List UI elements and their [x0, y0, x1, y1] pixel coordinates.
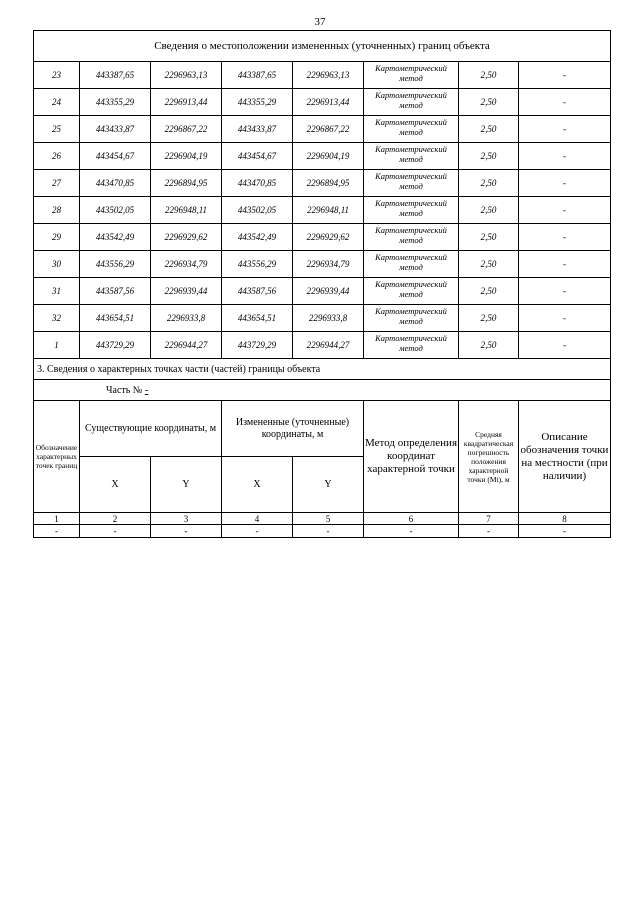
existing-x-cell: 443454,67	[80, 143, 151, 170]
table-row	[34, 305, 611, 332]
existing-y-cell: 2296948,11	[151, 197, 222, 224]
method-text: Картометрический метод	[375, 90, 447, 110]
column-number: 1	[34, 513, 80, 525]
description-cell: -	[519, 224, 611, 251]
method-cell	[364, 224, 459, 251]
description-cell: -	[519, 197, 611, 224]
point-number-cell: 30	[34, 251, 80, 278]
changed-y-cell: 2296963,13	[293, 62, 364, 89]
method-text: Картометрический метод	[375, 144, 447, 164]
changed-x-cell: 443502,05	[222, 197, 293, 224]
point-number-cell: 25	[34, 116, 80, 143]
header-accuracy	[459, 401, 519, 513]
point-number-cell: 27	[34, 170, 80, 197]
existing-x-cell: 443587,56	[80, 278, 151, 305]
column-number: 2	[80, 513, 151, 525]
method-cell	[364, 278, 459, 305]
column-number: 5	[293, 513, 364, 525]
method-cell	[364, 251, 459, 278]
empty-cell: -	[222, 525, 293, 538]
accuracy-cell: 2,50	[459, 116, 519, 143]
table-row	[34, 197, 611, 224]
header-x-existing: X	[80, 457, 151, 513]
column-number: 3	[151, 513, 222, 525]
method-text: Картометрический метод	[375, 333, 447, 353]
header-existing-text: Существующие координаты, м	[84, 422, 217, 434]
existing-y-cell: 2296933,8	[151, 305, 222, 332]
accuracy-cell: 2,50	[459, 170, 519, 197]
empty-data-row	[34, 525, 611, 538]
table-row	[34, 251, 611, 278]
part-cell	[34, 380, 611, 401]
empty-cell: -	[80, 525, 151, 538]
part-label: Часть №	[106, 384, 143, 396]
description-cell: -	[519, 278, 611, 305]
existing-x-cell: 443355,29	[80, 89, 151, 116]
point-number-cell: 23	[34, 62, 80, 89]
description-cell: -	[519, 332, 611, 359]
existing-x-cell: 443654,51	[80, 305, 151, 332]
header-description	[519, 401, 611, 513]
changed-y-cell: 2296904,19	[293, 143, 364, 170]
changed-x-cell: 443470,85	[222, 170, 293, 197]
changed-y-cell: 2296944,27	[293, 332, 364, 359]
section-title-row	[34, 359, 611, 380]
empty-cell: -	[151, 525, 222, 538]
column-number: 6	[364, 513, 459, 525]
table-row	[34, 170, 611, 197]
description-cell: -	[519, 143, 611, 170]
existing-x-cell: 443433,87	[80, 116, 151, 143]
header-method-text: Метод определения координат характерной точки	[364, 437, 458, 475]
point-number-cell: 32	[34, 305, 80, 332]
accuracy-cell: 2,50	[459, 143, 519, 170]
description-cell: -	[519, 62, 611, 89]
description-cell: -	[519, 89, 611, 116]
header-accuracy-text: Средняя квадратическая погрешность положения характерной точки (Mt), м	[463, 429, 514, 484]
accuracy-cell: 2,50	[459, 251, 519, 278]
changed-y-cell: 2296867,22	[293, 116, 364, 143]
method-cell	[364, 197, 459, 224]
point-number-cell: 29	[34, 224, 80, 251]
existing-y-cell: 2296939,44	[151, 278, 222, 305]
point-number-cell: 1	[34, 332, 80, 359]
boundary-table	[33, 30, 611, 538]
changed-x-cell: 443654,51	[222, 305, 293, 332]
changed-x-cell: 443587,56	[222, 278, 293, 305]
changed-y-cell: 2296894,95	[293, 170, 364, 197]
empty-cell: -	[293, 525, 364, 538]
changed-x-cell: 443387,65	[222, 62, 293, 89]
accuracy-cell: 2,50	[459, 62, 519, 89]
method-cell	[364, 89, 459, 116]
column-number: 8	[519, 513, 611, 525]
method-text: Картометрический метод	[375, 198, 447, 218]
accuracy-cell: 2,50	[459, 332, 519, 359]
header-method	[364, 401, 459, 513]
changed-x-cell: 443433,87	[222, 116, 293, 143]
table-title-row	[34, 31, 611, 62]
description-cell: -	[519, 116, 611, 143]
point-number-cell: 26	[34, 143, 80, 170]
empty-cell: -	[459, 525, 519, 538]
existing-y-cell: 2296929,62	[151, 224, 222, 251]
existing-x-cell: 443470,85	[80, 170, 151, 197]
changed-x-cell: 443729,29	[222, 332, 293, 359]
header-y-changed: Y	[293, 457, 364, 513]
table-row	[34, 278, 611, 305]
existing-x-cell: 443542,49	[80, 224, 151, 251]
header-x-changed: X	[222, 457, 293, 513]
header-y-existing: Y	[151, 457, 222, 513]
method-text: Картометрический метод	[375, 279, 447, 299]
description-cell: -	[519, 305, 611, 332]
column-number: 7	[459, 513, 519, 525]
header-row	[34, 401, 611, 457]
part-value: -	[144, 384, 149, 396]
section-title: 3. Сведения о характерных точках части (частей) границы объекта	[34, 359, 611, 380]
accuracy-cell: 2,50	[459, 278, 519, 305]
method-cell	[364, 170, 459, 197]
part-row	[34, 380, 611, 401]
existing-x-cell: 443729,29	[80, 332, 151, 359]
empty-cell: -	[364, 525, 459, 538]
accuracy-cell: 2,50	[459, 305, 519, 332]
method-text: Картометрический метод	[375, 171, 447, 191]
changed-y-cell: 2296939,44	[293, 278, 364, 305]
existing-x-cell: 443502,05	[80, 197, 151, 224]
table-row	[34, 332, 611, 359]
table-title: Сведения о местоположении измененных (уточненных) границ объекта	[34, 31, 611, 62]
changed-x-cell: 443542,49	[222, 224, 293, 251]
changed-y-cell: 2296929,62	[293, 224, 364, 251]
header-description-text: Описание обозначения точки на местности (при наличии)	[520, 430, 609, 482]
description-cell: -	[519, 251, 611, 278]
empty-cell: -	[34, 525, 80, 538]
accuracy-cell: 2,50	[459, 224, 519, 251]
header-changed	[222, 401, 364, 457]
existing-y-cell: 2296904,19	[151, 143, 222, 170]
accuracy-cell: 2,50	[459, 197, 519, 224]
changed-y-cell: 2296948,11	[293, 197, 364, 224]
changed-x-cell: 443556,29	[222, 251, 293, 278]
changed-x-cell: 443355,29	[222, 89, 293, 116]
point-number-cell: 28	[34, 197, 80, 224]
changed-y-cell: 2296913,44	[293, 89, 364, 116]
point-number-cell: 24	[34, 89, 80, 116]
header-changed-text: Измененные (уточненные) координаты, м	[235, 416, 350, 440]
changed-y-cell: 2296934,79	[293, 251, 364, 278]
method-text: Картометрический метод	[375, 117, 447, 137]
changed-x-cell: 443454,67	[222, 143, 293, 170]
page-number: 37	[314, 16, 326, 28]
header-point-text: Обозначение характерных точек границ	[35, 443, 78, 470]
column-number: 4	[222, 513, 293, 525]
existing-y-cell: 2296867,22	[151, 116, 222, 143]
existing-y-cell: 2296894,95	[151, 170, 222, 197]
method-text: Картометрический метод	[375, 225, 447, 245]
existing-x-cell: 443387,65	[80, 62, 151, 89]
empty-cell: -	[519, 525, 611, 538]
table-row	[34, 62, 611, 89]
description-cell: -	[519, 170, 611, 197]
header-point	[34, 401, 80, 513]
existing-y-cell: 2296913,44	[151, 89, 222, 116]
method-cell	[364, 116, 459, 143]
table-row	[34, 89, 611, 116]
table-row	[34, 224, 611, 251]
method-cell	[364, 62, 459, 89]
point-number-cell: 31	[34, 278, 80, 305]
method-text: Картометрический метод	[375, 252, 447, 272]
existing-y-cell: 2296944,27	[151, 332, 222, 359]
existing-y-cell: 2296934,79	[151, 251, 222, 278]
changed-y-cell: 2296933,8	[293, 305, 364, 332]
table-row	[34, 143, 611, 170]
method-text: Картометрический метод	[375, 63, 447, 83]
header-existing	[80, 401, 222, 457]
method-text: Картометрический метод	[375, 306, 447, 326]
accuracy-cell: 2,50	[459, 89, 519, 116]
method-cell	[364, 143, 459, 170]
existing-y-cell: 2296963,13	[151, 62, 222, 89]
table-row	[34, 116, 611, 143]
existing-x-cell: 443556,29	[80, 251, 151, 278]
method-cell	[364, 332, 459, 359]
method-cell	[364, 305, 459, 332]
column-numbers-row	[34, 513, 611, 525]
